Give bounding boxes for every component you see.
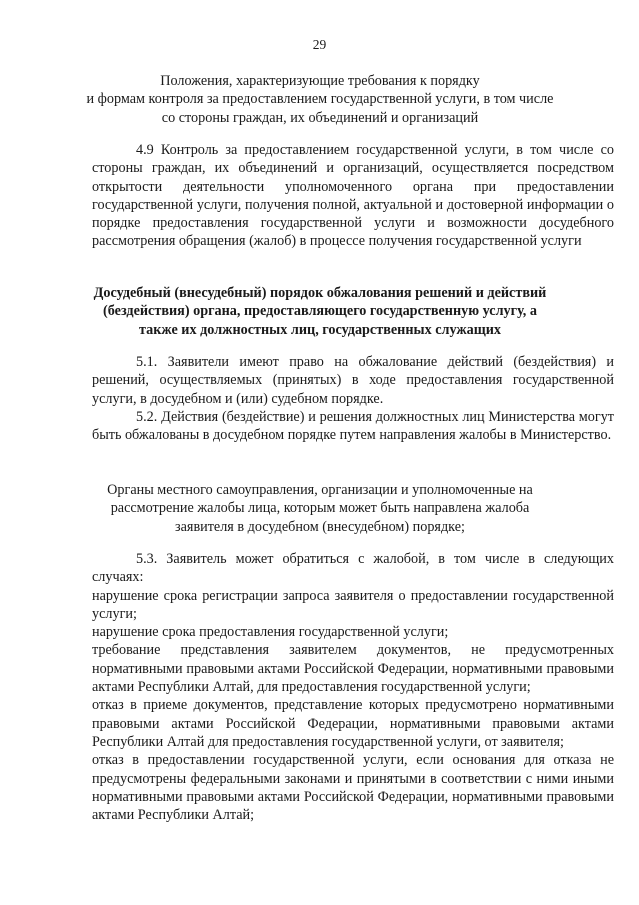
paragraph-block-4-9: [92, 141, 614, 251]
section-heading-bodies: [80, 481, 560, 536]
heading-line: рассмотрение жалобы лица, которым может быть направлена жалоба: [110, 500, 530, 517]
paragraph-5-1: 5.1. Заявители имеют право на обжалование действий (бездействия) и решений, осуществляемых (принятых) в ходе предоставления государственной услуги, в досудебном и (или) судебном порядке.: [92, 354, 614, 407]
heading-line: Органы местного самоуправления, организации и уполномоченные на: [107, 482, 533, 498]
paragraph-5-3: 5.3. Заявитель может обратиться с жалобой, в том числе в следующих случаях:: [92, 551, 614, 586]
case-item: отказ в предоставлении государственной услуги, если основания для отказа не предусмотрены федеральными законами и принятыми в соответствии с ними иными нормативными правовыми актами Российской Федерации, нормативными правовыми актами Республики Алтай;: [92, 752, 614, 824]
heading-line: (бездействия) органа, предоставляющего государственную услугу, а: [103, 303, 537, 320]
page-number: 29: [312, 37, 327, 52]
heading-line: и формам контроля за предоставлением государственной услуги, в том числе: [86, 91, 554, 108]
heading-line: со стороны граждан, их объединений и организаций: [161, 109, 479, 126]
case-item: отказ в приеме документов, представление которых предусмотрено нормативными правовыми актами Российской Федерации, нормативными правовыми актами Республики Алтай для предоставления государственной услуги, от заявителя;: [92, 697, 614, 750]
paragraph-block-5-3: [92, 550, 614, 824]
section-heading-control: [80, 72, 560, 127]
heading-line: также их должностных лиц, государственных служащих: [138, 321, 502, 338]
case-item: нарушение срока регистрации запроса заявителя о предоставлении государственной услуги;: [92, 587, 614, 622]
case-item: нарушение срока предоставления государственной услуги;: [92, 624, 449, 641]
heading-line: заявителя в досудебном (внесудебном) порядке;: [175, 518, 465, 535]
paragraph-4-9: 4.9 Контроль за предоставлением государственной услуги, в том числе со стороны граждан, их объединений и организаций, осуществляется посредством открытости деятельности уполномоченного органа при предоставлении государственной услуги, получения полной, актуальной и достоверной информации о порядке предоставления государственной услуги и возможности досудебного рассмотрения обращения (жалоб) в процессе получения государственной услуги: [92, 142, 614, 250]
heading-line: Положения, характеризующие требования к порядку: [160, 73, 480, 89]
paragraph-5-2: 5.2. Действия (бездействие) и решения должностных лиц Министерства могут быть обжалованы в досудебном порядке путем направления жалобы в Министерство.: [92, 408, 614, 444]
case-item: требование представления заявителем документов, не предусмотренных нормативными правовыми актами Российской Федерации, нормативными правовыми актами Республики Алтай, для предоставления государственной услуги;: [92, 642, 614, 696]
paragraph-block-5: [92, 353, 614, 444]
section-heading-appeal: [80, 284, 560, 339]
heading-line: Досудебный (внесудебный) порядок обжалования решений и действий: [93, 285, 547, 301]
